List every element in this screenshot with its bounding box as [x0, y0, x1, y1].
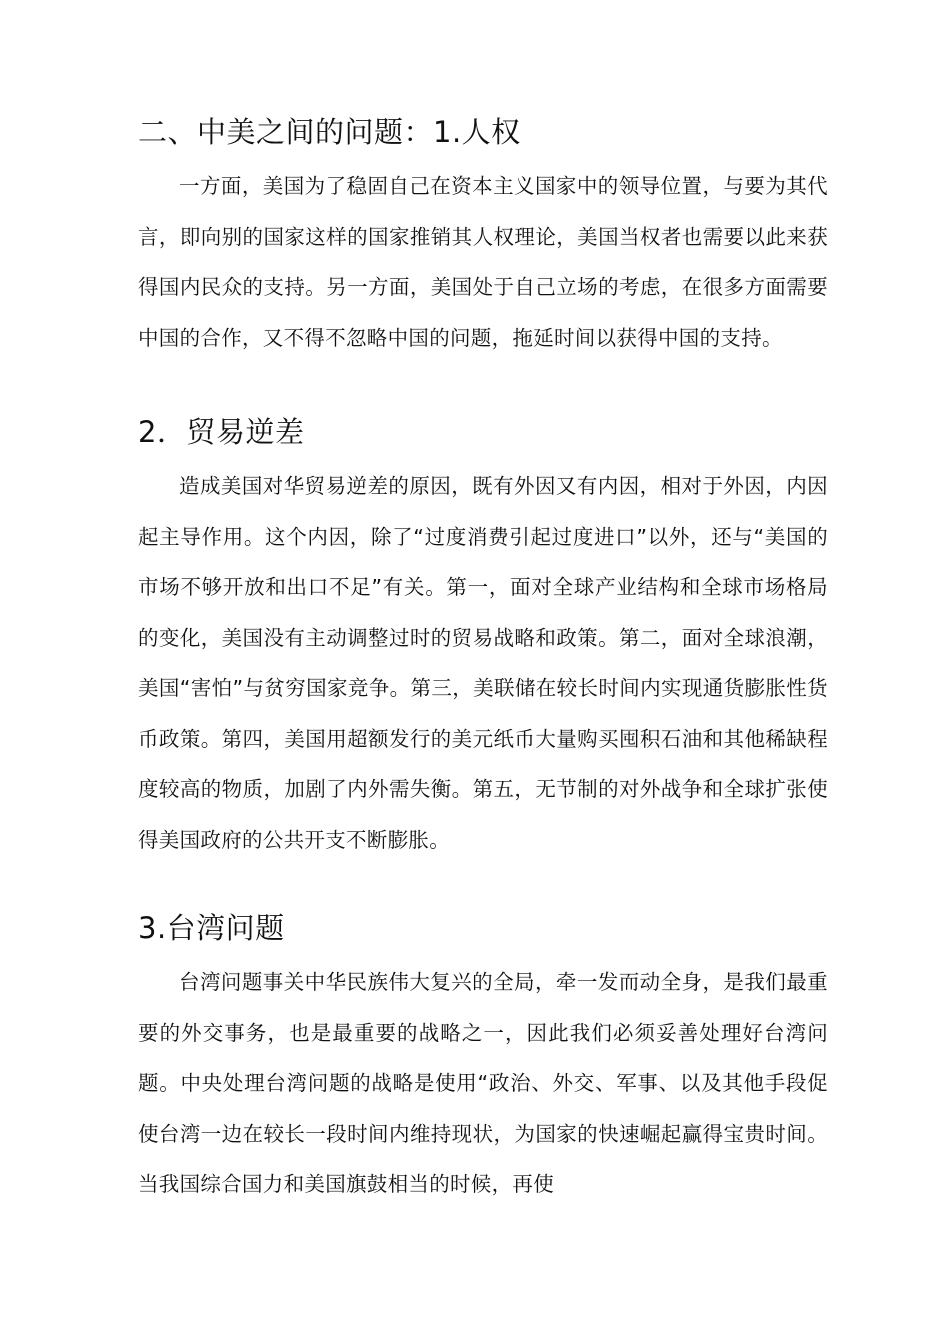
section-paragraph: 造成美国对华贸易逆差的原因，既有外因又有内因，相对于外因，内因起主导作用。这个内因，除了“过度消费引起过度进口”以外，还与“美国的市场不够开放和出口不足”有关。第一，面对全球产业结构和全球市场格局的变化，美国没有主动调整过时的贸易战略和政策。第二，面对全球浪潮，美国“害怕”与贫穷国家竞争。第三，美联储在较长时间内实现通货膨胀性货币政策。第四，美国用超额发行的美元纸币大量购买囤积石油和其他稀缺程度较高的物质，加剧了内外需失衡。第五，无节制的对外战争和全球扩张使得美国政府的公共开支不断膨胀。	[138, 474, 828, 852]
section-heading: 3.台湾问题	[138, 911, 285, 945]
section-trade-deficit	[138, 412, 828, 865]
section-heading: 二、中美之间的问题：1.人权	[138, 115, 521, 149]
section-paragraph: 台湾问题事关中华民族伟大复兴的全局，牵一发而动全身，是我们最重要的外交事务，也是最重要的战略之一，因此我们必须妥善处理好台湾问题。中央处理台湾问题的战略是使用“政治、外交、军事、以及其他手段促使台湾一边在较长一段时间内维持现状，为国家的快速崛起赢得宝贵时间。当我国综合国力和美国旗鼓相当的时候，再使	[138, 970, 828, 1196]
section-heading: 2．贸易逆差	[138, 415, 305, 449]
section-human-rights	[138, 112, 828, 363]
section-paragraph: 一方面，美国为了稳固自己在资本主义国家中的领导位置，与要为其代言，即向别的国家这样的国家推销其人权理论，美国当权者也需要以此来获得国内民众的支持。另一方面，美国处于自己立场的考虑，在很多方面需要中国的合作，又不得不忽略中国的问题，拖延时间以获得中国的支持。	[138, 174, 828, 350]
section-taiwan-issue	[138, 908, 828, 1210]
